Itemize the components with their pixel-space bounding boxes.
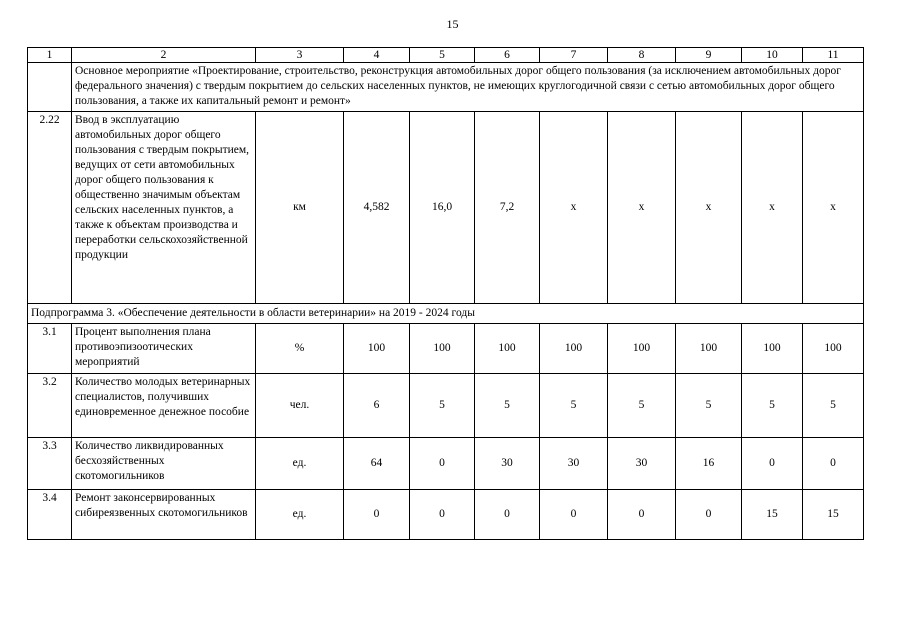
unit-cell: %: [256, 324, 344, 374]
value-cell: 100: [475, 324, 540, 374]
column-number: 6: [475, 48, 540, 63]
column-number: 8: [608, 48, 676, 63]
value-cell: 5: [676, 374, 742, 438]
value-cell: 5: [475, 374, 540, 438]
value-cell: 0: [344, 490, 410, 540]
unit-cell: ед.: [256, 490, 344, 540]
table-row: [28, 112, 864, 304]
value-cell: 0: [608, 490, 676, 540]
main-activity-title: Основное мероприятие «Проектирование, строительство, реконструкция автомобильных дорог общего пользования (за исключением автомобильных дорог федерального значения) с твердым покрытием до сельских населенных пунктов, не имеющих круглогодичной связи с сетью автомобильных дорог общего пользования, а также их капитальный ремонт и ремонт»: [72, 63, 864, 112]
table-row: [28, 374, 864, 438]
row-number: 3.2: [28, 374, 72, 438]
value-cell: 100: [410, 324, 475, 374]
value-cell: х: [540, 112, 608, 304]
column-number: 11: [803, 48, 864, 63]
value-cell: 0: [410, 438, 475, 490]
value-cell: 0: [410, 490, 475, 540]
value-cell: 30: [540, 438, 608, 490]
column-number: 3: [256, 48, 344, 63]
value-cell: 5: [608, 374, 676, 438]
value-cell: 0: [676, 490, 742, 540]
value-cell: 5: [410, 374, 475, 438]
value-cell: 0: [803, 438, 864, 490]
row-number: 3.1: [28, 324, 72, 374]
value-cell: 64: [344, 438, 410, 490]
value-cell: х: [742, 112, 803, 304]
column-number-row: [28, 48, 864, 63]
indicator-name: Ремонт законсервированных сибиреязвенных скотомогильников: [72, 490, 256, 540]
row-number: 2.22: [28, 112, 72, 304]
value-cell: 100: [608, 324, 676, 374]
indicator-name: Количество молодых ветеринарных специалистов, получивших единовременное денежное пособие: [72, 374, 256, 438]
value-cell: 5: [742, 374, 803, 438]
value-cell: 30: [475, 438, 540, 490]
subprogram-row: [28, 304, 864, 324]
row-number: 3.3: [28, 438, 72, 490]
value-cell: х: [608, 112, 676, 304]
value-cell: 0: [540, 490, 608, 540]
empty-cell: [28, 63, 72, 112]
indicators-table: [27, 47, 864, 540]
value-cell: 100: [344, 324, 410, 374]
column-number: 7: [540, 48, 608, 63]
value-cell: 30: [608, 438, 676, 490]
indicator-name: Количество ликвидированных бесхозяйственных скотомогильников: [72, 438, 256, 490]
indicator-name: Ввод в эксплуатацию автомобильных дорог общего пользования с твердым покрытием, ведущих от сети автомобильных дорог общего пользования к общественно значимым объектам сельских населенных пунктов, а также к объектам производства и переработки сельскохозяйственной продукции: [72, 112, 256, 304]
value-cell: 4,582: [344, 112, 410, 304]
value-cell: 15: [803, 490, 864, 540]
value-cell: 100: [540, 324, 608, 374]
column-number: 4: [344, 48, 410, 63]
table-row: [28, 490, 864, 540]
row-number: 3.4: [28, 490, 72, 540]
value-cell: 0: [742, 438, 803, 490]
value-cell: 100: [742, 324, 803, 374]
value-cell: 100: [803, 324, 864, 374]
value-cell: х: [803, 112, 864, 304]
unit-cell: чел.: [256, 374, 344, 438]
value-cell: 100: [676, 324, 742, 374]
value-cell: х: [676, 112, 742, 304]
value-cell: 5: [803, 374, 864, 438]
column-number: 1: [28, 48, 72, 63]
value-cell: 7,2: [475, 112, 540, 304]
value-cell: 16,0: [410, 112, 475, 304]
value-cell: 0: [475, 490, 540, 540]
column-number: 2: [72, 48, 256, 63]
column-number: 5: [410, 48, 475, 63]
indicator-name: Процент выполнения плана противоэпизоотических мероприятий: [72, 324, 256, 374]
column-number: 9: [676, 48, 742, 63]
column-number: 10: [742, 48, 803, 63]
unit-cell: км: [256, 112, 344, 304]
value-cell: 6: [344, 374, 410, 438]
value-cell: 5: [540, 374, 608, 438]
value-cell: 15: [742, 490, 803, 540]
value-cell: 16: [676, 438, 742, 490]
table-row: [28, 324, 864, 374]
main-activity-row: [28, 63, 864, 112]
unit-cell: ед.: [256, 438, 344, 490]
subprogram-title: Подпрограмма 3. «Обеспечение деятельности в области ветеринарии» на 2019 - 2024 годы: [28, 304, 864, 324]
page-number: 15: [446, 17, 459, 31]
table-row: [28, 438, 864, 490]
